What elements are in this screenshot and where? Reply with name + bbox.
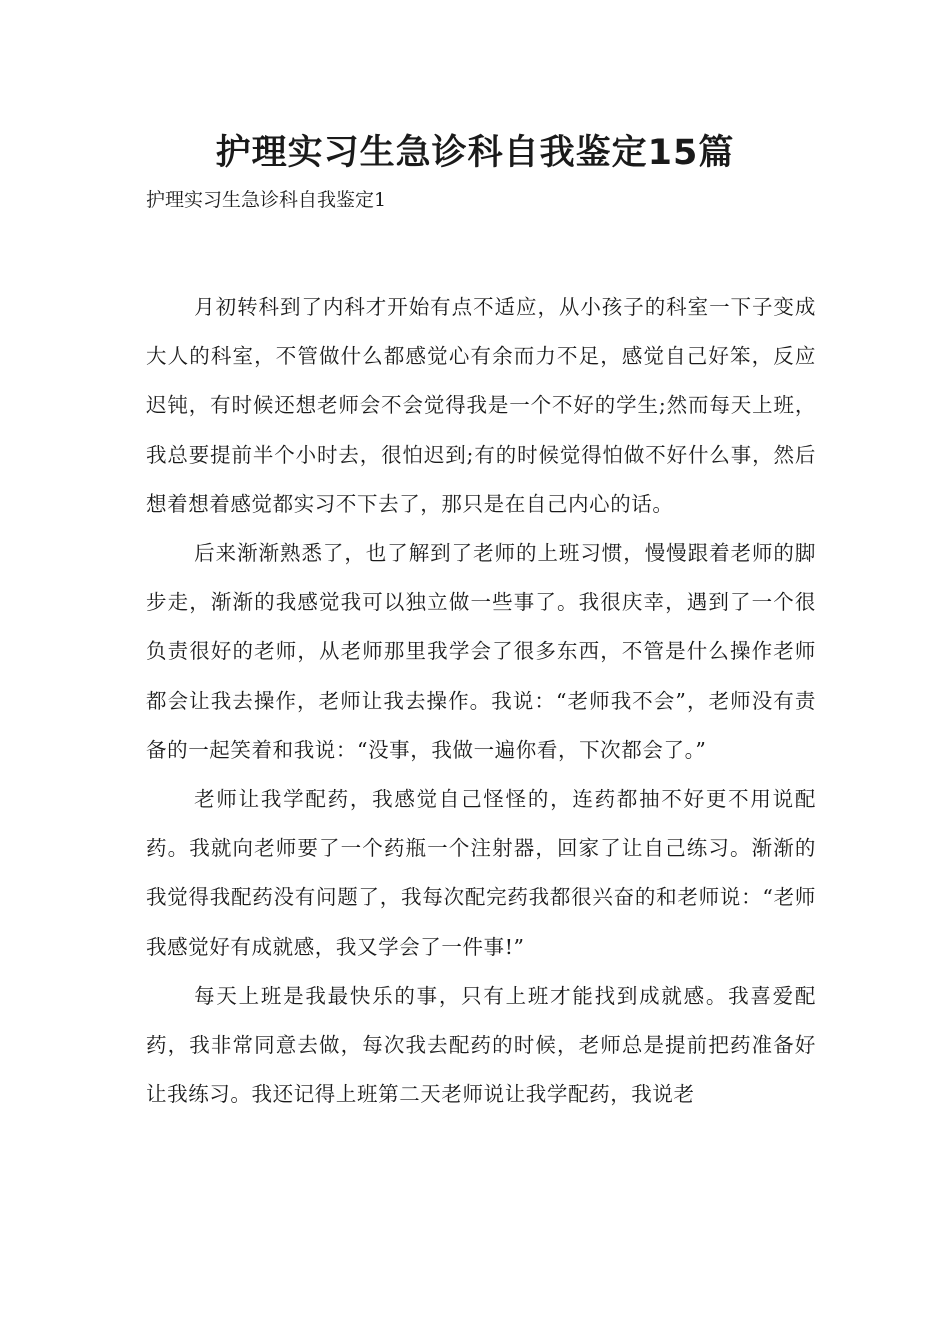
document-subtitle: 护理实习生急诊科自我鉴定1 xyxy=(146,189,387,211)
paragraph-3: 老师让我学配药，我感觉自己怪怪的，连药都抽不好更不用说配药。我就向老师要了一个药瓶一个注射器，回家了让自己练习。渐渐的我觉得我配药没有问题了，我每次配完药我都很兴奋的和老师说：“老师我感觉好有成就感，我又学会了一件事!” xyxy=(146,787,816,959)
document-body xyxy=(146,283,816,1119)
paragraph-2: 后来渐渐熟悉了，也了解到了老师的上班习惯，慢慢跟着老师的脚步走，渐渐的我感觉我可以独立做一些事了。我很庆幸，遇到了一个很负责很好的老师，从老师那里我学会了很多东西，不管是什么操作老师都会让我去操作，老师让我去操作。我说：“老师我不会”，老师没有责备的一起笑着和我说：“没事，我做一遍你看，下次都会了。” xyxy=(146,541,816,762)
paragraph-1: 月初转科到了内科才开始有点不适应，从小孩子的科室一下子变成大人的科室，不管做什么都感觉心有余而力不足，感觉自己好笨，反应迟钝，有时候还想老师会不会觉得我是一个不好的学生;然而每天上班，我总要提前半个小时去，很怕迟到;有的时候觉得怕做不好什么事，然后想着想着感觉都实习不下去了，那只是在自己内心的话。 xyxy=(146,295,816,516)
document-title: 护理实习生急诊科自我鉴定15篇 xyxy=(215,133,735,173)
paragraph-4: 每天上班是我最快乐的事，只有上班才能找到成就感。我喜爱配药，我非常同意去做，每次我去配药的时候，老师总是提前把药准备好让我练习。我还记得上班第二天老师说让我学配药，我说老 xyxy=(146,983,816,1107)
